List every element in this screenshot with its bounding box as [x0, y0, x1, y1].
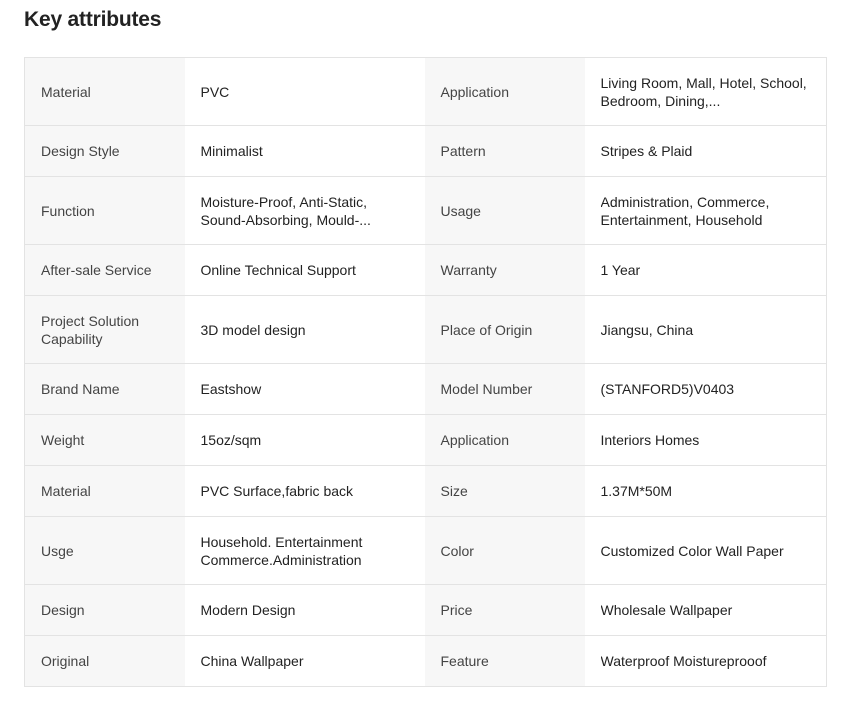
attribute-name: Application: [425, 58, 585, 126]
key-attributes-table: [24, 57, 827, 687]
attribute-value: Modern Design: [185, 585, 425, 636]
attribute-value: Administration, Commerce, Entertainment, Household: [585, 177, 827, 245]
attribute-name: Design Style: [25, 126, 185, 177]
table-row: [25, 364, 827, 415]
section-title: Key attributes: [24, 8, 162, 31]
table-row: [25, 636, 827, 687]
attribute-name: Brand Name: [25, 364, 185, 415]
attribute-value: Wholesale Wallpaper: [585, 585, 827, 636]
attribute-value: Jiangsu, China: [585, 296, 827, 364]
attribute-name: Pattern: [425, 126, 585, 177]
attribute-name: Color: [425, 517, 585, 585]
attribute-name: Material: [25, 58, 185, 126]
attribute-name: Usage: [425, 177, 585, 245]
attribute-value: 3D model design: [185, 296, 425, 364]
attribute-value: Moisture-Proof, Anti-Static, Sound-Absorbing, Mould-...: [185, 177, 425, 245]
attribute-name: Weight: [25, 415, 185, 466]
attribute-value: Interiors Homes: [585, 415, 827, 466]
attribute-name: Design: [25, 585, 185, 636]
attribute-name: Function: [25, 177, 185, 245]
table-row: [25, 585, 827, 636]
attribute-value: 1.37M*50M: [585, 466, 827, 517]
attribute-value: Customized Color Wall Paper: [585, 517, 827, 585]
attribute-name: Application: [425, 415, 585, 466]
attribute-name: Feature: [425, 636, 585, 687]
table-row: [25, 126, 827, 177]
attribute-name: Original: [25, 636, 185, 687]
attribute-name: Usge: [25, 517, 185, 585]
attribute-value: Minimalist: [185, 126, 425, 177]
attribute-value: PVC: [185, 58, 425, 126]
table-row: [25, 517, 827, 585]
table-row: [25, 296, 827, 364]
table-row: [25, 466, 827, 517]
table-row: [25, 58, 827, 126]
attribute-value: Waterproof Moistureprooof: [585, 636, 827, 687]
attribute-name: Warranty: [425, 245, 585, 296]
attribute-name: Price: [425, 585, 585, 636]
attribute-name: After-sale Service: [25, 245, 185, 296]
attribute-value: China Wallpaper: [185, 636, 425, 687]
table-row: [25, 415, 827, 466]
attribute-value: Living Room, Mall, Hotel, School, Bedroom, Dining,...: [585, 58, 827, 126]
attribute-value: 15oz/sqm: [185, 415, 425, 466]
attribute-value: Stripes & Plaid: [585, 126, 827, 177]
attribute-value: PVC Surface,fabric back: [185, 466, 425, 517]
attribute-name: Project Solution Capability: [25, 296, 185, 364]
attribute-value: 1 Year: [585, 245, 827, 296]
attribute-name: Material: [25, 466, 185, 517]
attribute-value: Household. Entertainment Commerce.Administration: [185, 517, 425, 585]
table-row: [25, 245, 827, 296]
attribute-value: Eastshow: [185, 364, 425, 415]
attribute-name: Model Number: [425, 364, 585, 415]
attribute-name: Size: [425, 466, 585, 517]
table-row: [25, 177, 827, 245]
attribute-name: Place of Origin: [425, 296, 585, 364]
attribute-value: Online Technical Support: [185, 245, 425, 296]
attribute-value: (STANFORD5)V0403: [585, 364, 827, 415]
